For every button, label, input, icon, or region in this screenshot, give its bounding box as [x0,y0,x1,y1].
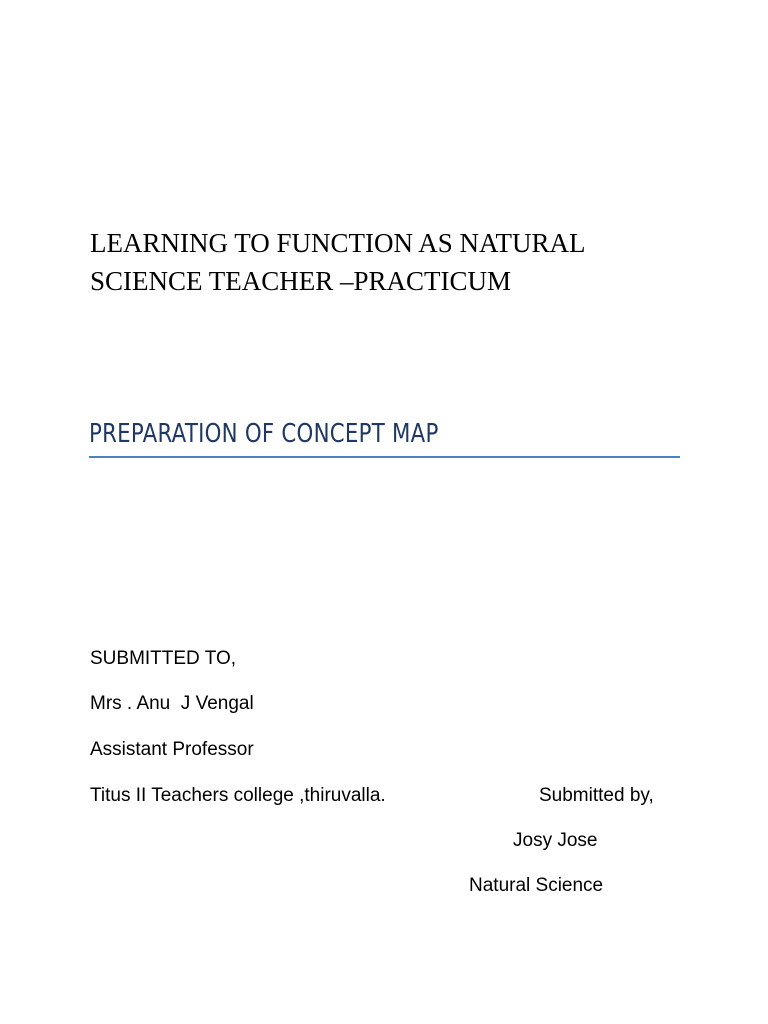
submitter-name: Josy Jose [513,830,598,851]
subtitle-block [89,414,680,458]
recipient-institution: Titus II Teachers college ,thiruvalla. [90,785,386,806]
title-line-2: SCIENCE TEACHER –PRACTICUM [90,266,512,296]
document-subtitle: PREPARATION OF CONCEPT MAP [89,419,439,449]
document-title [90,224,690,300]
subtitle-underline [89,456,680,458]
submitted-to-heading: SUBMITTED TO, [90,648,237,669]
recipient-designation: Assistant Professor [90,739,254,760]
recipient-name: Mrs . Anu J Vengal [90,693,254,714]
submitted-by-heading: Submitted by, [539,785,654,806]
title-line-1: LEARNING TO FUNCTION AS NATURAL [90,228,586,258]
submitter-subject: Natural Science [469,875,604,896]
